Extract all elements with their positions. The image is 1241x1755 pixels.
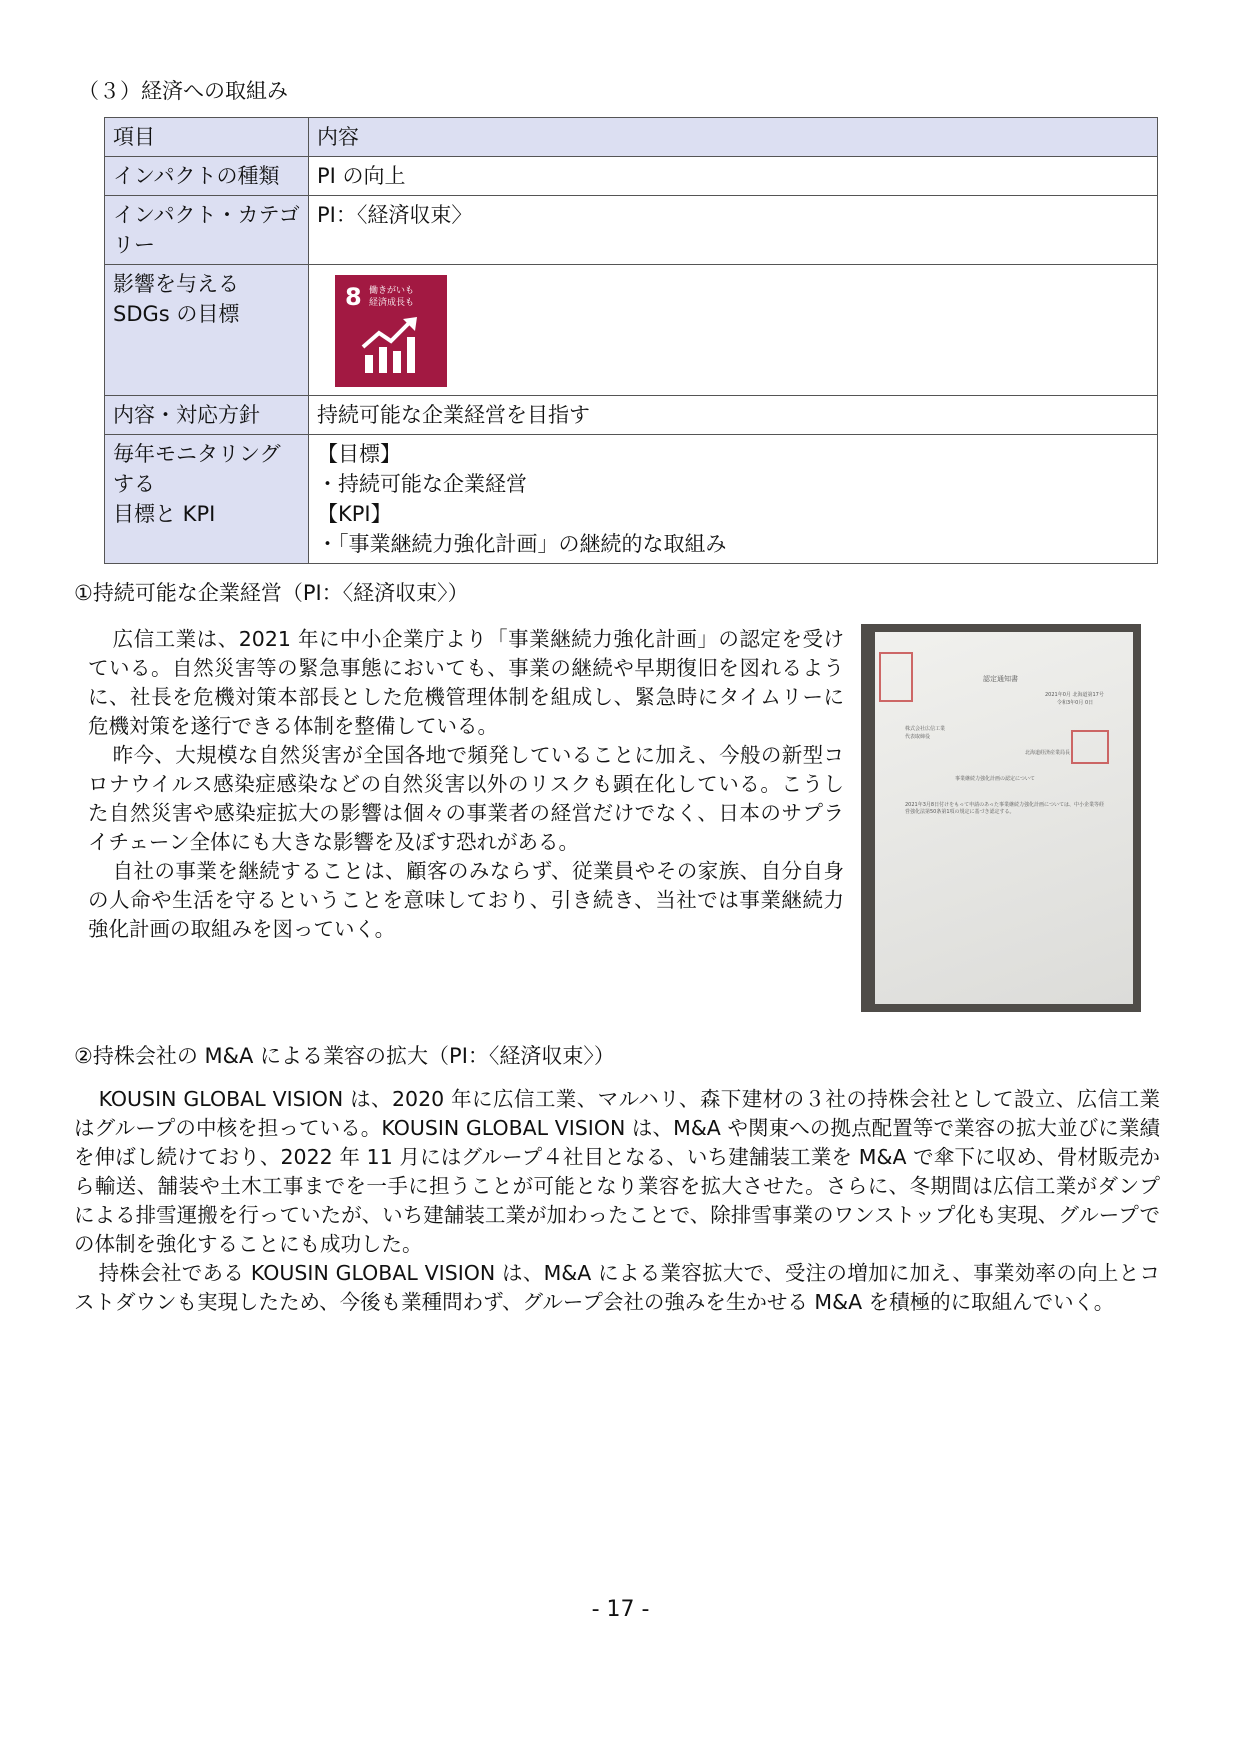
certificate-line: 株式会社広信工業 xyxy=(905,726,946,732)
row-label-kpi-line2: 目標と KPI xyxy=(113,502,216,526)
row-content-sdgs xyxy=(309,265,1158,396)
subsection-1-body xyxy=(88,625,844,944)
kpi-line: ・「事業継続力強化計画」の継続的な取組み xyxy=(317,532,727,556)
certificate-line: 令和3年0月 0日 xyxy=(1057,700,1094,706)
table-row xyxy=(105,396,1158,435)
table-row xyxy=(105,265,1158,396)
certificate-title: 認定通知書 xyxy=(983,675,1018,683)
row-label-sdgs-line1: 影響を与える xyxy=(113,272,239,296)
table-row xyxy=(105,196,1158,265)
table-row xyxy=(105,435,1158,564)
table-header-row xyxy=(105,118,1158,157)
paragraph: 広信工業は、2021 年に中小企業庁より「事業継続力強化計画」の認定を受けている。自然災害等の緊急事態においても、事業の継続や早期復旧を図れるように、社長を危機対策本部長とした危機管理体制を組成し、緊急時にタイムリーに危機対策を遂行できる体制を整備している。 xyxy=(88,627,844,738)
row-label-sdgs xyxy=(105,265,309,396)
row-label-impact-category: インパクト・カテゴリー xyxy=(105,196,309,265)
header-content: 内容 xyxy=(309,118,1158,157)
kpi-line: 【目標】 xyxy=(317,442,401,466)
row-label-kpi-line1: 毎年モニタリングする xyxy=(113,442,281,496)
paragraph: 自社の事業を継続することは、顧客のみならず、従業員やその家族、自分自身の人命や生活を守るということを意味しており、引き続き、当社では事業継続力強化計画の取組みを図っていく。 xyxy=(88,859,844,941)
subsection-1-heading: ①持続可能な企業経営（PI：〈経済収束〉） xyxy=(74,581,469,605)
red-seal-stamp xyxy=(879,652,913,702)
row-content-impact-type: PI の向上 xyxy=(309,157,1158,196)
row-content-impact-category: PI：〈経済収束〉 xyxy=(309,196,1158,265)
sdg-text: 働きがいも 経済成長も xyxy=(369,286,415,308)
certificate-paper xyxy=(875,632,1133,1004)
impact-table xyxy=(104,117,1158,564)
row-label-sdgs-line2: SDGs の目標 xyxy=(113,302,240,326)
subsection-2-heading: ②持株会社の M&A による業容の拡大（PI：〈経済収束〉） xyxy=(74,1044,615,1068)
row-label-kpi xyxy=(105,435,309,564)
table-row xyxy=(105,157,1158,196)
certificate-line: 2021年3月8日付けをもって申請のあった事業継続力強化計画については、中小企業等経営強化法第50条第1項の規定に基づき認定する。 xyxy=(905,802,1104,815)
red-seal-stamp xyxy=(1071,730,1109,764)
row-label-policy: 内容・対応方針 xyxy=(105,396,309,435)
section-heading: （３）経済への取組み xyxy=(78,79,288,103)
growth-chart-icon xyxy=(361,317,423,373)
kpi-line: 【KPI】 xyxy=(317,502,392,526)
sdg-goal-8-tile xyxy=(335,275,447,387)
page-number: - 17 - xyxy=(591,1597,650,1622)
row-content-kpi xyxy=(309,435,1158,564)
row-content-policy: 持続可能な企業経営を目指す xyxy=(309,396,1158,435)
paragraph: KOUSIN GLOBAL VISION は、2020 年に広信工業、マルハリ、森下建材の３社の持株会社として設立、広信工業はグループの中核を担っている。KOUSIN GLOBAL VISION は、M&A や関東への拠点配置等で業容の拡大並びに業績を伸ばし続けており、2022 年 11 月にはグループ４社目となる、いち建舗装工業を M&A で傘下に収め、骨材販売から輸送、舗装や土木工事までを一手に担うことが可能となり業容を拡大させた。さらに、冬期間は広信工業がダンプによる排雪運搬を行っていたが、いち建舗装工業が加わったことで、除排雪事業のワンストップ化も実現、グループでの体制を強化することにも成功した。 xyxy=(74,1087,1160,1256)
row-label-impact-type: インパクトの種類 xyxy=(105,157,309,196)
certificate-line: 2021年0月 北海道第17号 xyxy=(1045,692,1104,698)
header-item: 項目 xyxy=(105,118,309,157)
sdg-number: 8 xyxy=(345,283,362,311)
kpi-line: ・持続可能な企業経営 xyxy=(317,472,527,496)
paragraph: 持株会社である KOUSIN GLOBAL VISION は、M&A による業容拡大で、受注の増加に加え、事業効率の向上とコストダウンも実現したため、今後も業種問わず、グループ会社の強みを生かせる M&A を積極的に取組んでいく。 xyxy=(74,1261,1160,1314)
paragraph: 昨今、大規模な自然災害が全国各地で頻発していることに加え、今般の新型コロナウイルス感染症感染などの自然災害以外のリスクも顕在化している。こうした自然災害や感染症拡大の影響は個々の事業者の経営だけでなく、日本のサプライチェーン全体にも大きな影響を及ぼす恐れがある。 xyxy=(88,743,844,854)
subsection-2-body xyxy=(74,1085,1160,1317)
certificate-line: 北海道経済産業局長 xyxy=(1025,750,1071,756)
certificate-line: 代表取締役 xyxy=(905,734,931,740)
certificate-photo xyxy=(861,624,1141,1012)
certificate-line: 事業継続力強化計画の認定について xyxy=(955,776,1035,782)
